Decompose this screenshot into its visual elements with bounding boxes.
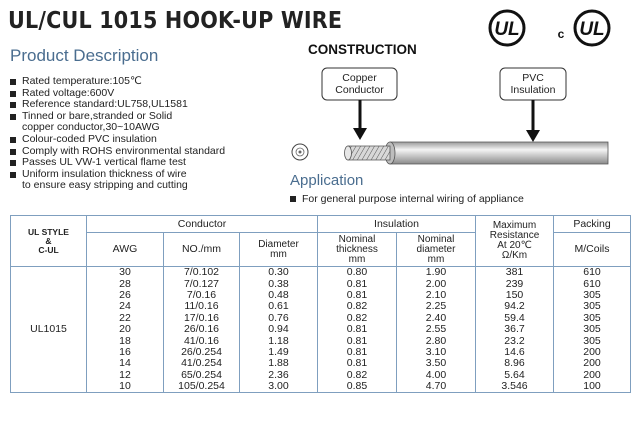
thickness-cell: 0.81 bbox=[318, 335, 397, 346]
strands-cell: 41/0.254 bbox=[164, 358, 240, 369]
specification-table bbox=[10, 215, 631, 393]
packing-cell: 305 bbox=[554, 290, 631, 301]
diameter-cell: 0.48 bbox=[240, 290, 318, 301]
resistance-cell: 3.546 bbox=[476, 381, 554, 393]
strands-cell: 7/0.127 bbox=[164, 278, 240, 289]
packing-cell: 200 bbox=[554, 347, 631, 358]
max-resistance-header: Maximum Resistance At 20℃ Ω/Km bbox=[476, 216, 554, 267]
feature-item: Comply with ROHS environmental standard bbox=[10, 146, 280, 158]
packing-cell: 305 bbox=[554, 324, 631, 335]
pvc-insulation-label bbox=[500, 68, 566, 100]
insulation-header: Insulation bbox=[318, 216, 476, 233]
construction-heading: CONSTRUCTION bbox=[308, 42, 417, 57]
nominal-diameter-cell: 3.50 bbox=[397, 358, 476, 369]
thickness-cell: 0.81 bbox=[318, 278, 397, 289]
diameter-header: Diameter mm bbox=[240, 233, 318, 267]
table-row bbox=[11, 358, 631, 369]
packing-cell: 610 bbox=[554, 267, 631, 279]
application-heading: Application bbox=[290, 172, 364, 189]
thickness-cell: 0.82 bbox=[318, 301, 397, 312]
nominal-diameter-cell: 2.80 bbox=[397, 335, 476, 346]
application-item: For general purpose internal wiring of appliance bbox=[290, 193, 524, 205]
table-row bbox=[11, 301, 631, 312]
feature-item: Uniform insulation thickness of wire bbox=[10, 169, 280, 181]
diameter-cell: 2.36 bbox=[240, 370, 318, 381]
table-row bbox=[11, 347, 631, 358]
awg-cell: 24 bbox=[87, 301, 164, 312]
table-row bbox=[11, 335, 631, 346]
wire-cross-section-icon bbox=[292, 144, 308, 160]
nominal-diameter-cell: 2.55 bbox=[397, 324, 476, 335]
resistance-cell: 381 bbox=[476, 267, 554, 279]
packing-cell: 305 bbox=[554, 313, 631, 324]
diameter-cell: 3.00 bbox=[240, 381, 318, 393]
copper-conductor-label bbox=[322, 68, 397, 100]
thickness-cell: 0.82 bbox=[318, 370, 397, 381]
thickness-cell: 0.80 bbox=[318, 267, 397, 279]
nominal-diameter-cell: 2.00 bbox=[397, 278, 476, 289]
diameter-cell: 0.61 bbox=[240, 301, 318, 312]
awg-cell: 22 bbox=[87, 313, 164, 324]
table-row bbox=[11, 278, 631, 289]
m-coils-header: M/Coils bbox=[554, 233, 631, 267]
strands-cell: 65/0.254 bbox=[164, 370, 240, 381]
resistance-cell: 23.2 bbox=[476, 335, 554, 346]
nominal-diameter-cell: 4.70 bbox=[397, 381, 476, 393]
arrow-down-icon bbox=[353, 100, 367, 140]
awg-cell: 16 bbox=[87, 347, 164, 358]
feature-list bbox=[10, 76, 280, 192]
thickness-cell: 0.81 bbox=[318, 290, 397, 301]
resistance-cell: 8.96 bbox=[476, 358, 554, 369]
awg-cell: 30 bbox=[87, 267, 164, 279]
nominal-diameter-cell: 1.90 bbox=[397, 267, 476, 279]
feature-item: Tinned or bare,stranded or Solid bbox=[10, 111, 280, 123]
awg-cell: 20 bbox=[87, 324, 164, 335]
resistance-cell: 59.4 bbox=[476, 313, 554, 324]
diameter-cell: 0.30 bbox=[240, 267, 318, 279]
strands-cell: 105/0.254 bbox=[164, 381, 240, 393]
feature-item: Rated temperature:105℃ bbox=[10, 76, 280, 88]
resistance-cell: 5.64 bbox=[476, 370, 554, 381]
diameter-cell: 0.76 bbox=[240, 313, 318, 324]
awg-cell: 12 bbox=[87, 370, 164, 381]
nominal-thickness-header: Nominal thickness mm bbox=[318, 233, 397, 267]
awg-cell: 18 bbox=[87, 335, 164, 346]
thickness-cell: 0.81 bbox=[318, 324, 397, 335]
table-row bbox=[11, 290, 631, 301]
thickness-cell: 0.85 bbox=[318, 381, 397, 393]
packing-cell: 200 bbox=[554, 358, 631, 369]
svg-text:Copper: Copper bbox=[342, 72, 377, 84]
thickness-cell: 0.81 bbox=[318, 347, 397, 358]
nominal-diameter-header: Nominal diameter mm bbox=[397, 233, 476, 267]
packing-cell: 305 bbox=[554, 301, 631, 312]
strands-cell: 26/0.16 bbox=[164, 324, 240, 335]
nominal-diameter-cell: 2.10 bbox=[397, 290, 476, 301]
feature-item: Rated voltage:600V bbox=[10, 88, 280, 100]
packing-cell: 100 bbox=[554, 381, 631, 393]
strands-cell: 7/0.16 bbox=[164, 290, 240, 301]
packing-header: Packing bbox=[554, 216, 631, 233]
awg-header: AWG bbox=[87, 233, 164, 267]
product-description-heading: Product Description bbox=[10, 46, 159, 65]
awg-cell: 26 bbox=[87, 290, 164, 301]
nominal-diameter-cell: 4.00 bbox=[397, 370, 476, 381]
thickness-cell: 0.81 bbox=[318, 358, 397, 369]
cul-logo-text: UL bbox=[579, 19, 605, 40]
diameter-cell: 1.88 bbox=[240, 358, 318, 369]
ul-certification-logos bbox=[487, 8, 629, 48]
resistance-cell: 36.7 bbox=[476, 324, 554, 335]
diameter-cell: 1.49 bbox=[240, 347, 318, 358]
strands-cell: 7/0.102 bbox=[164, 267, 240, 279]
nominal-diameter-cell: 2.25 bbox=[397, 301, 476, 312]
page-title: UL/CUL 1015 HOOK-UP WIRE bbox=[8, 8, 343, 34]
table-row bbox=[11, 324, 631, 335]
ul-style-header: UL STYLE & C-UL bbox=[11, 216, 87, 267]
cul-c-letter: c bbox=[557, 27, 565, 41]
packing-cell: 305 bbox=[554, 335, 631, 346]
awg-cell: 28 bbox=[87, 278, 164, 289]
table-row bbox=[11, 267, 631, 279]
nominal-diameter-cell: 2.40 bbox=[397, 313, 476, 324]
table-row bbox=[11, 370, 631, 381]
table-row bbox=[11, 381, 631, 393]
strands-cell: 41/0.16 bbox=[164, 335, 240, 346]
ul-logo bbox=[490, 11, 524, 45]
awg-cell: 10 bbox=[87, 381, 164, 393]
diameter-cell: 0.38 bbox=[240, 278, 318, 289]
resistance-cell: 150 bbox=[476, 290, 554, 301]
table-row bbox=[11, 313, 631, 324]
conductor-header: Conductor bbox=[87, 216, 318, 233]
wire-illustration bbox=[345, 142, 609, 164]
arrow-down-icon bbox=[526, 100, 540, 142]
cul-logo bbox=[575, 11, 609, 45]
svg-text:PVC: PVC bbox=[522, 72, 544, 84]
resistance-cell: 14.6 bbox=[476, 347, 554, 358]
awg-cell: 14 bbox=[87, 358, 164, 369]
feature-item: Reference standard:UL758,UL1581 bbox=[10, 99, 280, 111]
packing-cell: 610 bbox=[554, 278, 631, 289]
ul-logo-text: UL bbox=[494, 19, 520, 40]
feature-item-continued: copper conductor,30~10AWG bbox=[22, 121, 160, 134]
ul-style-cell: UL1015 bbox=[11, 267, 87, 393]
strands-cell: 26/0.254 bbox=[164, 347, 240, 358]
strands-cell: 17/0.16 bbox=[164, 313, 240, 324]
wire-construction-diagram bbox=[290, 60, 610, 172]
diameter-cell: 0.94 bbox=[240, 324, 318, 335]
svg-text:Insulation: Insulation bbox=[510, 84, 556, 96]
feature-item: Colour-coded PVC insulation bbox=[10, 134, 280, 146]
feature-item: Passes UL VW-1 vertical flame test bbox=[10, 157, 280, 169]
feature-item-continued: to ensure easy stripping and cutting bbox=[22, 179, 188, 192]
diameter-cell: 1.18 bbox=[240, 335, 318, 346]
nominal-diameter-cell: 3.10 bbox=[397, 347, 476, 358]
svg-text:Conductor: Conductor bbox=[335, 84, 384, 96]
thickness-cell: 0.82 bbox=[318, 313, 397, 324]
resistance-cell: 239 bbox=[476, 278, 554, 289]
packing-cell: 200 bbox=[554, 370, 631, 381]
resistance-cell: 94.2 bbox=[476, 301, 554, 312]
strands-cell: 11/0.16 bbox=[164, 301, 240, 312]
strands-header: NO./mm bbox=[164, 233, 240, 267]
